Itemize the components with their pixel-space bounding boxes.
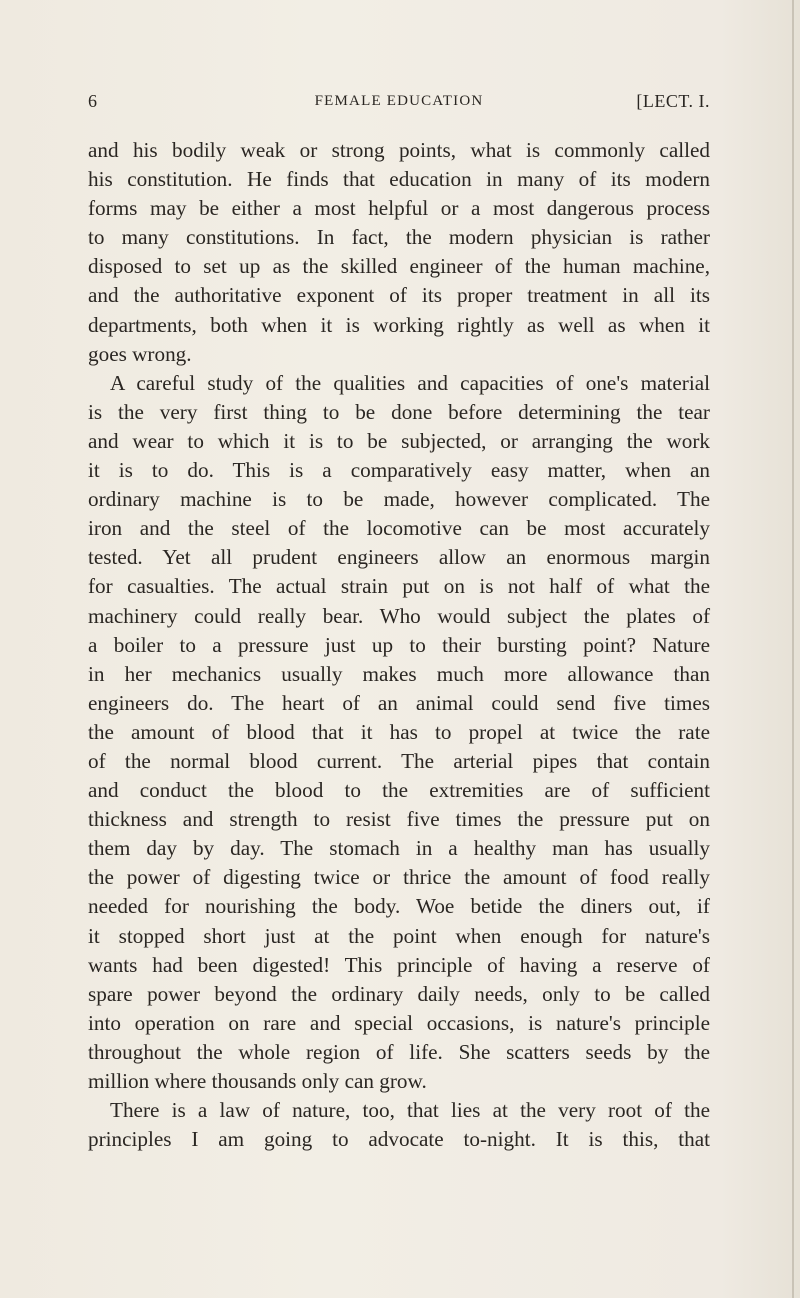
- text-line: his constitution. He finds that education in many of its modern: [88, 167, 710, 192]
- text-line: for casualties. The actual strain put on is not half of what the: [88, 574, 710, 599]
- text-line: principles I am going to advocate to-night. It is this, that: [88, 1127, 710, 1152]
- text-line: and wear to which it is to be subjected, or arranging the work: [88, 428, 710, 453]
- text-line: forms may be either a most helpful or a most dangerous process: [88, 196, 710, 221]
- text-line: in her mechanics usually makes much more allowance than: [88, 661, 710, 686]
- text-line: into operation on rare and special occasions, is nature's principle: [88, 1010, 710, 1035]
- text-line: the amount of blood that it has to propel at twice the rate: [88, 719, 710, 744]
- text-line: thickness and strength to resist five times the pressure put on: [88, 807, 710, 832]
- text-line: needed for nourishing the body. Woe betide the diners out, if: [88, 894, 710, 919]
- text-line: and conduct the blood to the extremities are of sufficient: [88, 778, 710, 803]
- text-line: a boiler to a pressure just up to their bursting point? Nature: [88, 632, 710, 657]
- text-line: A careful study of the qualities and capacities of one's material: [110, 370, 710, 395]
- text-line: them day by day. The stomach in a healthy man has usually: [88, 836, 710, 861]
- text-line: goes wrong.: [88, 341, 192, 366]
- text-line: and his bodily weak or strong points, what is commonly called: [88, 138, 710, 162]
- text-line: throughout the whole region of life. She scatters seeds by the: [88, 1039, 710, 1064]
- text-line: ordinary machine is to be made, however complicated. The: [88, 487, 710, 512]
- page-number: 6: [88, 91, 98, 111]
- text-line: There is a law of nature, too, that lies at the very root of the: [110, 1098, 710, 1123]
- body-text: [88, 136, 710, 1154]
- text-line: of the normal blood current. The arterial pipes that contain: [88, 748, 710, 773]
- text-line: iron and the steel of the locomotive can be most accurately: [88, 516, 710, 541]
- text-line: and the authoritative exponent of its proper treatment in all its: [88, 283, 710, 308]
- page-edge: [792, 0, 794, 1298]
- text-line: million where thousands only can grow.: [88, 1069, 427, 1093]
- text-line: it stopped short just at the point when enough for nature's: [88, 923, 710, 948]
- running-head: [88, 91, 710, 115]
- text-line: engineers do. The heart of an animal could send five times: [88, 690, 710, 715]
- text-line: the power of digesting twice or thrice the amount of food really: [88, 865, 710, 890]
- text-line: departments, both when it is working rightly as well as when it: [88, 312, 710, 337]
- text-line: it is to do. This is a comparatively easy matter, when an: [88, 458, 710, 483]
- text-line: is the very first thing to be done before determining the tear: [88, 399, 710, 424]
- text-line: machinery could really bear. Who would subject the plates of: [88, 603, 710, 628]
- running-title: FEMALE EDUCATION: [314, 93, 484, 109]
- text-line: spare power beyond the ordinary daily needs, only to be called: [88, 981, 710, 1006]
- text-line: disposed to set up as the skilled engineer of the human machine,: [88, 254, 710, 279]
- lecture-label: [LECT. I.: [636, 91, 710, 111]
- text-line: to many constitutions. In fact, the modern physician is rather: [88, 225, 710, 250]
- text-line: tested. Yet all prudent engineers allow an enormous margin: [88, 545, 710, 570]
- text-line: wants had been digested! This principle of having a reserve of: [88, 952, 710, 977]
